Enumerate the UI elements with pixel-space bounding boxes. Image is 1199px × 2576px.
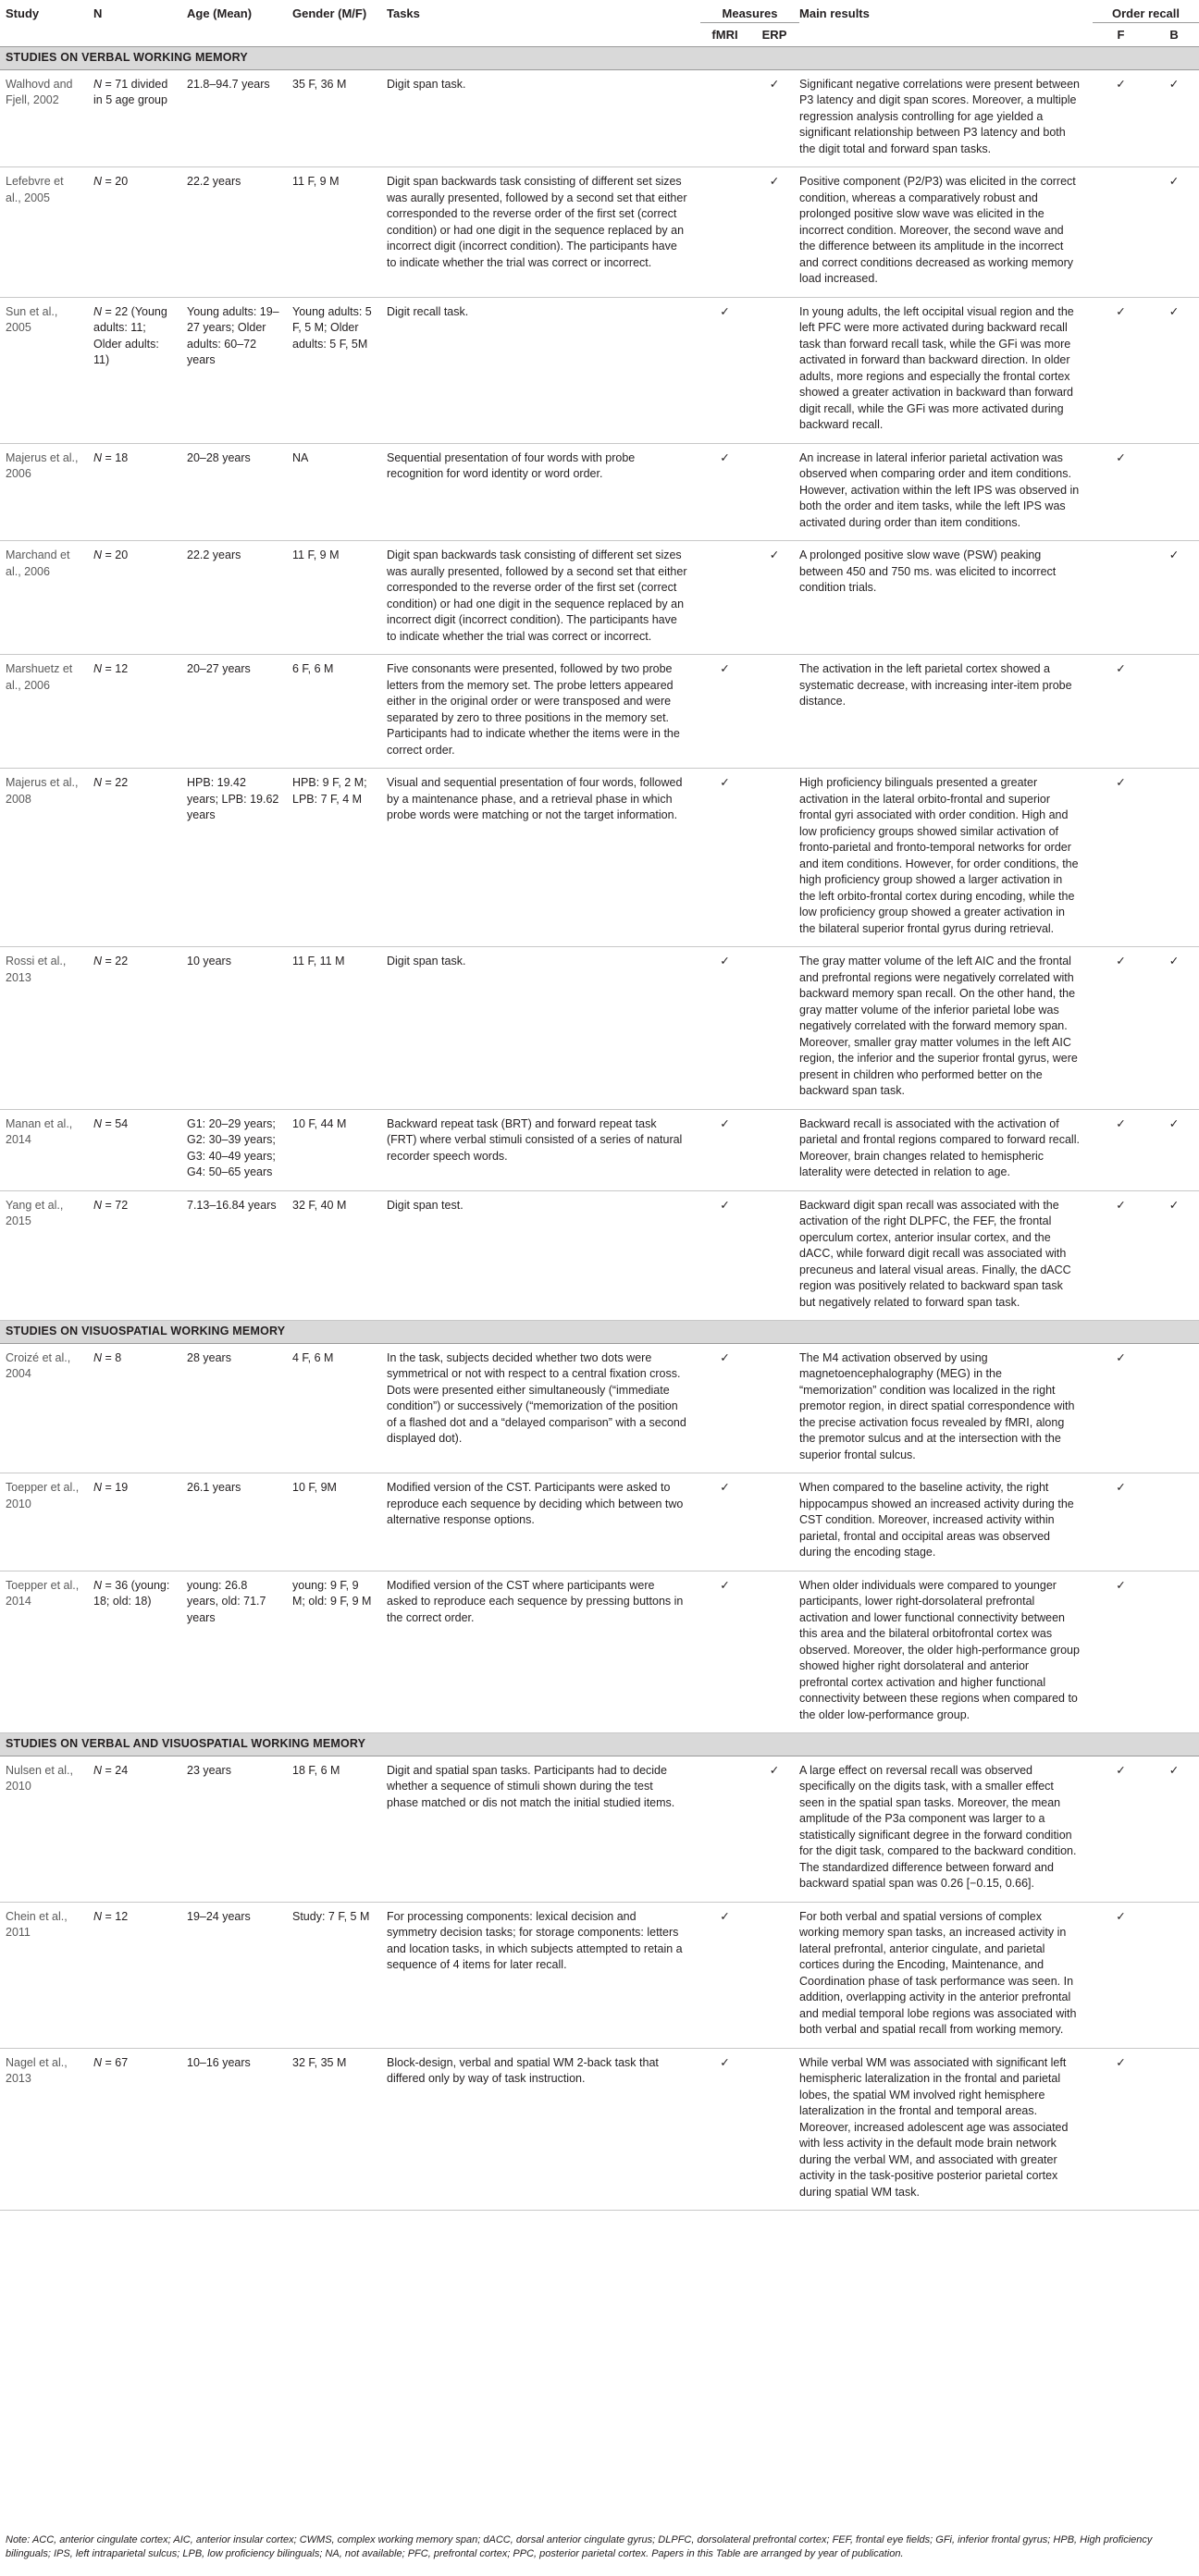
cell-order-f — [1093, 167, 1149, 298]
cell-fmri: ✓ — [700, 1343, 749, 1473]
cell-fmri — [700, 541, 749, 655]
cell-fmri: ✓ — [700, 297, 749, 443]
cell-order-b: ✓ — [1149, 541, 1199, 655]
cell-age: 7.13–16.84 years — [187, 1190, 292, 1321]
cell-order-f: ✓ — [1093, 2048, 1149, 2211]
cell-study: Sun et al., 2005 — [0, 297, 93, 443]
cell-order-b: ✓ — [1149, 167, 1199, 298]
cell-n: N = 12 — [93, 655, 187, 769]
cell-gender: 18 F, 6 M — [292, 1756, 387, 1902]
table-row — [0, 1571, 1199, 1733]
cell-order-b: ✓ — [1149, 1109, 1199, 1190]
cell-order-b: ✓ — [1149, 1756, 1199, 1902]
cell-main-results: A prolonged positive slow wave (PSW) peaking between 450 and 750 ms. was elicited to incorrect condition trials. — [799, 541, 1093, 655]
cell-tasks: Digit span test. — [387, 1190, 700, 1321]
cell-fmri: ✓ — [700, 1109, 749, 1190]
cell-main-results: In young adults, the left occipital visual region and the left PFC were more activated during backward recall task than forward recall task, while the GFi was more activated in forward than backward direction. In older adults, more regions and especially the frontal cortex showed a greater activation in backward than forward digit recall, while the GFi was more activated during backward recall. — [799, 297, 1093, 443]
cell-erp: ✓ — [749, 1756, 799, 1902]
table-row — [0, 655, 1199, 769]
cell-erp — [749, 1473, 799, 1571]
section-header-row — [0, 47, 1199, 70]
cell-tasks: Digit span task. — [387, 947, 700, 1110]
cell-main-results: High proficiency bilinguals presented a greater activation in the lateral orbito-frontal and superior frontal gyri associated with order condition. High and low proficiency groups showed similar activation of fronto-parietal and fronto-temporal networks for order and item conditions. However, for order conditions, the high proficiency group showed a larger activation in the left orbito-frontal cortex during encoding, while the low proficiency group showed a greater activation in the bilateral superior frontal gyrus during retrieval. — [799, 769, 1093, 947]
cell-age: G1: 20–29 years; G2: 30–39 years; G3: 40–49 years; G4: 50–65 years — [187, 1109, 292, 1190]
cell-main-results: When compared to the baseline activity, the right hippocampus showed an increased activity during the CST condition. Moreover, increased activity within parietal, frontal and occipital areas was observed during the encoding stage. — [799, 1473, 1093, 1571]
cell-order-b — [1149, 443, 1199, 541]
cell-age: 21.8–94.7 years — [187, 69, 292, 167]
cell-erp: ✓ — [749, 541, 799, 655]
col-header-b: B — [1149, 22, 1199, 47]
cell-n: N = 67 — [93, 2048, 187, 2211]
cell-tasks: Modified version of the CST where participants were asked to reproduce each sequence by pressing buttons in the correct order. — [387, 1571, 700, 1733]
col-header-fmri: fMRI — [700, 22, 749, 47]
section-title: STUDIES ON VERBAL WORKING MEMORY — [0, 47, 1199, 70]
table-footnote: Note: ACC, anterior cingulate cortex; AIC, anterior insular cortex; CWMS, complex working memory span; dACC, dorsal anterior cingulate gyrus; DLPFC, dorsolateral prefrontal cortex; FEF, frontal eye fields; GFi, inferior frontal gyrus; HPB, High proficiency bilinguals; IPS, left intraparietal sulcus; LPB, low proficiency bilinguals; NA, not available; PFC, prefrontal cortex; PPC, posterior parietal cortex. Papers in this Table are arranged by year of publication. — [6, 2534, 1153, 2559]
cell-fmri: ✓ — [700, 2048, 749, 2211]
table-row — [0, 2048, 1199, 2211]
cell-order-b: ✓ — [1149, 69, 1199, 167]
cell-fmri: ✓ — [700, 443, 749, 541]
cell-erp: ✓ — [749, 167, 799, 298]
cell-fmri — [700, 69, 749, 167]
cell-n: N = 72 — [93, 1190, 187, 1321]
cell-n: N = 36 (young: 18; old: 18) — [93, 1571, 187, 1733]
cell-age: 10–16 years — [187, 2048, 292, 2211]
cell-main-results: The M4 activation observed by using magnetoencephalography (MEG) in the “memorization” condition was localized in the right premotor region, in direct spatial correspondence with the precise activation focus revealed by fMRI, along the premotor sulcus and at the intersection with the superior frontal sulcus. — [799, 1343, 1093, 1473]
cell-study: Majerus et al., 2008 — [0, 769, 93, 947]
cell-tasks: Sequential presentation of four words with probe recognition for word identity or word order. — [387, 443, 700, 541]
cell-erp — [749, 2048, 799, 2211]
table-row — [0, 443, 1199, 541]
cell-erp — [749, 655, 799, 769]
cell-fmri: ✓ — [700, 1473, 749, 1571]
cell-order-b — [1149, 1343, 1199, 1473]
table-row — [0, 69, 1199, 167]
cell-main-results: When older individuals were compared to younger participants, lower right-dorsolateral prefrontal activation and lower functional connectivity between this area and the bilateral orbitofrontal cortex was observed. Moreover, the older high-performance group showed higher right dorsolateral and anterior prefrontal cortex activation and higher functional connectivity between these regions when compared to the older low-performance group. — [799, 1571, 1093, 1733]
cell-fmri: ✓ — [700, 655, 749, 769]
cell-gender: Study: 7 F, 5 M — [292, 1902, 387, 2048]
cell-age: 10 years — [187, 947, 292, 1110]
cell-order-b — [1149, 1571, 1199, 1733]
cell-fmri: ✓ — [700, 947, 749, 1110]
cell-order-f: ✓ — [1093, 1902, 1149, 2048]
cell-fmri: ✓ — [700, 1902, 749, 2048]
cell-gender: 11 F, 11 M — [292, 947, 387, 1110]
cell-n: N = 20 — [93, 167, 187, 298]
col-header-main-results: Main results — [799, 6, 870, 20]
cell-main-results: A large effect on reversal recall was observed specifically on the digits task, with a smaller effect seen in the spatial span tasks. Moreover, the mean amplitude of the P3a component was larger to a statistically significant degree in the forward condition for the digit task, compared to the backward condition. The standardized difference between forward and backward spatial span was 0.26 [−0.15, 0.66]. — [799, 1756, 1093, 1902]
cell-order-f: ✓ — [1093, 1109, 1149, 1190]
cell-study: Nagel et al., 2013 — [0, 2048, 93, 2211]
cell-tasks: Five consonants were presented, followed by two probe letters from the memory set. The probe letters appeared either in the original order or were transposed and were separated by zero to three positions in the memory set. Participants had to indicate whether the items were in the correct order. — [387, 655, 700, 769]
cell-tasks: Digit span backwards task consisting of different set sizes was aurally presented, followed by a second set that either corresponded to the reverse order of the first set (correct condition) or had one digit in the sequence replaced by an incorrect digit (incorrect condition). The participants have to indicate whether the trial was correct or incorrect. — [387, 167, 700, 298]
cell-age: HPB: 19.42 years; LPB: 19.62 years — [187, 769, 292, 947]
cell-n: N = 22 — [93, 769, 187, 947]
col-header-study: Study — [6, 6, 40, 20]
cell-study: Rossi et al., 2013 — [0, 947, 93, 1110]
cell-erp — [749, 297, 799, 443]
cell-age: Young adults: 19–27 years; Older adults: 60–72 years — [187, 297, 292, 443]
cell-age: 22.2 years — [187, 541, 292, 655]
cell-order-f — [1093, 541, 1149, 655]
cell-order-f: ✓ — [1093, 655, 1149, 769]
cell-study: Marchand et al., 2006 — [0, 541, 93, 655]
cell-order-f: ✓ — [1093, 1190, 1149, 1321]
cell-order-f: ✓ — [1093, 769, 1149, 947]
cell-order-b: ✓ — [1149, 297, 1199, 443]
cell-age: 22.2 years — [187, 167, 292, 298]
cell-gender: NA — [292, 443, 387, 541]
cell-main-results: Backward recall is associated with the activation of parietal and frontal regions compared to forward recall. Moreover, brain changes related to hemispheric laterality were detected in relation to age. — [799, 1109, 1093, 1190]
cell-tasks: For processing components: lexical decision and symmetry decision tasks; for storage components: letters and location tasks, in which subjects attempted to retain a sequence of 4 items for later recall. — [387, 1902, 700, 2048]
cell-gender: Young adults: 5 F, 5 M; Older adults: 5 F, 5M — [292, 297, 387, 443]
cell-study: Yang et al., 2015 — [0, 1190, 93, 1321]
cell-order-f: ✓ — [1093, 1571, 1149, 1733]
section-header-row — [0, 1733, 1199, 1756]
cell-tasks: Backward repeat task (BRT) and forward repeat task (FRT) where verbal stimuli consisted of a series of natural recorder speech words. — [387, 1109, 700, 1190]
cell-gender: 32 F, 40 M — [292, 1190, 387, 1321]
cell-main-results: The gray matter volume of the left AIC and the frontal and prefrontal regions were negatively correlated with backward memory span recall. On the other hand, the gray matter volume of the inferior parietal lobe was negatively correlated with the forward memory span. Moreover, smaller gray matter volumes in the left AIC region, the inferior and the superior frontal gyrus, were present in children who performed better on the backward span task. — [799, 947, 1093, 1110]
table-row — [0, 167, 1199, 298]
cell-gender: 11 F, 9 M — [292, 541, 387, 655]
cell-age: 23 years — [187, 1756, 292, 1902]
cell-fmri: ✓ — [700, 1190, 749, 1321]
cell-fmri — [700, 167, 749, 298]
cell-age: young: 26.8 years, old: 71.7 years — [187, 1571, 292, 1733]
cell-gender: 4 F, 6 M — [292, 1343, 387, 1473]
cell-n: N = 54 — [93, 1109, 187, 1190]
cell-study: Majerus et al., 2006 — [0, 443, 93, 541]
table-row — [0, 541, 1199, 655]
cell-order-b — [1149, 1473, 1199, 1571]
cell-gender: 10 F, 44 M — [292, 1109, 387, 1190]
cell-fmri: ✓ — [700, 769, 749, 947]
col-header-measures: Measures — [722, 6, 778, 20]
cell-order-f: ✓ — [1093, 69, 1149, 167]
cell-study: Manan et al., 2014 — [0, 1109, 93, 1190]
cell-n: N = 20 — [93, 541, 187, 655]
cell-n: N = 18 — [93, 443, 187, 541]
table-row — [0, 297, 1199, 443]
cell-order-f: ✓ — [1093, 1756, 1149, 1902]
cell-erp — [749, 1109, 799, 1190]
subheader-row — [0, 22, 1199, 47]
table-body — [0, 47, 1199, 2211]
col-header-age: Age (Mean) — [187, 6, 253, 20]
cell-erp — [749, 1190, 799, 1321]
cell-age: 26.1 years — [187, 1473, 292, 1571]
cell-n: N = 22 — [93, 947, 187, 1110]
cell-order-b — [1149, 655, 1199, 769]
table-row — [0, 769, 1199, 947]
cell-tasks: Visual and sequential presentation of four words, followed by a maintenance phase, and a retrieval phase in which probe words were matching or not the target information. — [387, 769, 700, 947]
cell-tasks: Digit recall task. — [387, 297, 700, 443]
cell-gender: 10 F, 9M — [292, 1473, 387, 1571]
cell-order-f: ✓ — [1093, 1343, 1149, 1473]
col-header-gender: Gender (M/F) — [292, 6, 367, 20]
cell-main-results: Backward digit span recall was associated with the activation of the right DLPFC, the FEF, the frontal operculum cortex, anterior insular cortex, and the dACC, while forward digit recall was associated with precuneus and lateral visual areas. Finally, the dACC region was positively related to backward span task but negatively related to forward span task. — [799, 1190, 1093, 1321]
cell-study: Chein et al., 2011 — [0, 1902, 93, 2048]
col-header-n: N — [93, 6, 103, 20]
cell-tasks: Block-design, verbal and spatial WM 2-back task that differed only by way of task instruction. — [387, 2048, 700, 2211]
table-row — [0, 1473, 1199, 1571]
cell-n: N = 12 — [93, 1902, 187, 2048]
col-header-f: F — [1093, 22, 1149, 47]
col-header-erp: ERP — [749, 22, 799, 47]
cell-order-b — [1149, 1902, 1199, 2048]
cell-gender: HPB: 9 F, 2 M; LPB: 7 F, 4 M — [292, 769, 387, 947]
cell-gender: 6 F, 6 M — [292, 655, 387, 769]
section-title: STUDIES ON VERBAL AND VISUOSPATIAL WORKING MEMORY — [0, 1733, 1199, 1756]
cell-main-results: The activation in the left parietal cortex showed a systematic decrease, with increasing inter-item probe distance. — [799, 655, 1093, 769]
cell-order-f: ✓ — [1093, 297, 1149, 443]
section-title: STUDIES ON VISUOSPATIAL WORKING MEMORY — [0, 1321, 1199, 1344]
cell-gender: young: 9 F, 9 M; old: 9 F, 9 M — [292, 1571, 387, 1733]
cell-tasks: Digit span task. — [387, 69, 700, 167]
cell-erp: ✓ — [749, 69, 799, 167]
cell-tasks: Digit span backwards task consisting of different set sizes was aurally presented, followed by a second set that either corresponded to the reverse order of the first set (correct condition) or had one digit in the sequence replaced by an incorrect digit (incorrect condition). The participants have to indicate whether the trial was correct or incorrect. — [387, 541, 700, 655]
cell-tasks: Modified version of the CST. Participants were asked to reproduce each sequence by deciding which between two alternative response options. — [387, 1473, 700, 1571]
cell-n: N = 24 — [93, 1756, 187, 1902]
table-row — [0, 1190, 1199, 1321]
col-header-order-recall: Order recall — [1112, 6, 1180, 20]
cell-study: Toepper et al., 2014 — [0, 1571, 93, 1733]
cell-study: Nulsen et al., 2010 — [0, 1756, 93, 1902]
cell-age: 20–27 years — [187, 655, 292, 769]
header-row — [0, 0, 1199, 22]
cell-order-b — [1149, 2048, 1199, 2211]
cell-n: N = 71 divided in 5 age group — [93, 69, 187, 167]
cell-tasks: Digit and spatial span tasks. Participants had to decide whether a sequence of stimuli shown during the test phase matched or dis not match the initial studied items. — [387, 1756, 700, 1902]
cell-order-b: ✓ — [1149, 1190, 1199, 1321]
cell-age: 20–28 years — [187, 443, 292, 541]
cell-study: Lefebvre et al., 2005 — [0, 167, 93, 298]
cell-main-results: Positive component (P2/P3) was elicited in the correct condition, whereas a comparatively robust and prolonged positive slow wave was elicited in the incorrect condition. Moreover, the second wave and the difference between its amplitude in the incorrect and correct conditions decreased as working memory load increased. — [799, 167, 1093, 298]
cell-fmri — [700, 1756, 749, 1902]
cell-erp — [749, 769, 799, 947]
table-row — [0, 947, 1199, 1110]
cell-study: Toepper et al., 2010 — [0, 1473, 93, 1571]
cell-age: 19–24 years — [187, 1902, 292, 2048]
cell-erp — [749, 1343, 799, 1473]
cell-tasks: In the task, subjects decided whether two dots were symmetrical or not with respect to a central fixation cross. Dots were presented either simultaneously (“immediate condition”) or successively (“memorization of the position of a flashed dot and a “delayed comparison” with a second displayed dot). — [387, 1343, 700, 1473]
cell-erp — [749, 443, 799, 541]
cell-main-results: While verbal WM was associated with significant left hemispheric lateralization in the frontal and parietal lobes, the spatial WM involved right hemisphere lateralization in the frontal and temporal areas. Moreover, increased adolescent age was associated with less activity in the default mode brain network during the verbal WM, and associated with greater activity in the task-positive posterior parietal cortex during spatial WM task. — [799, 2048, 1093, 2211]
cell-gender: 35 F, 36 M — [292, 69, 387, 167]
cell-n: N = 19 — [93, 1473, 187, 1571]
cell-order-f: ✓ — [1093, 1473, 1149, 1571]
cell-gender: 11 F, 9 M — [292, 167, 387, 298]
col-header-tasks: Tasks — [387, 6, 420, 20]
cell-order-f: ✓ — [1093, 443, 1149, 541]
cell-erp — [749, 1902, 799, 2048]
section-header-row — [0, 1321, 1199, 1344]
cell-erp — [749, 1571, 799, 1733]
cell-main-results: Significant negative correlations were present between P3 latency and digit span scores. Moreover, a multiple regression analysis controlling for age yielded a significant relationship between P3 latency and both the digit total and forward span tasks. — [799, 69, 1093, 167]
cell-main-results: An increase in lateral inferior parietal activation was observed when comparing order and item conditions. However, activation within the left IPS was observed in both the order and item tasks, while the left IPS was activated during order than item conditions. — [799, 443, 1093, 541]
cell-gender: 32 F, 35 M — [292, 2048, 387, 2211]
table-row — [0, 1343, 1199, 1473]
cell-study: Croizé et al., 2004 — [0, 1343, 93, 1473]
cell-study: Marshuetz et al., 2006 — [0, 655, 93, 769]
cell-n: N = 8 — [93, 1343, 187, 1473]
table-row — [0, 1109, 1199, 1190]
cell-order-b: ✓ — [1149, 947, 1199, 1110]
cell-n: N = 22 (Young adults: 11; Older adults: 11) — [93, 297, 187, 443]
cell-fmri: ✓ — [700, 1571, 749, 1733]
cell-erp — [749, 947, 799, 1110]
cell-study: Walhovd and Fjell, 2002 — [0, 69, 93, 167]
cell-order-b — [1149, 769, 1199, 947]
table-row — [0, 1902, 1199, 2048]
cell-order-f: ✓ — [1093, 947, 1149, 1110]
cell-main-results: For both verbal and spatial versions of complex working memory span tasks, an increased activity in lateral prefrontal, anterior cingulate, and parietal cortices during the Encoding, Maintenance, and Coordination phase of task performance was seen. In addition, overlapping activity in the anterior prefrontal and medial temporal lobe regions was associated with both verbal and spatial recall from working memory. — [799, 1902, 1093, 2048]
cell-age: 28 years — [187, 1343, 292, 1473]
table-row — [0, 1756, 1199, 1902]
